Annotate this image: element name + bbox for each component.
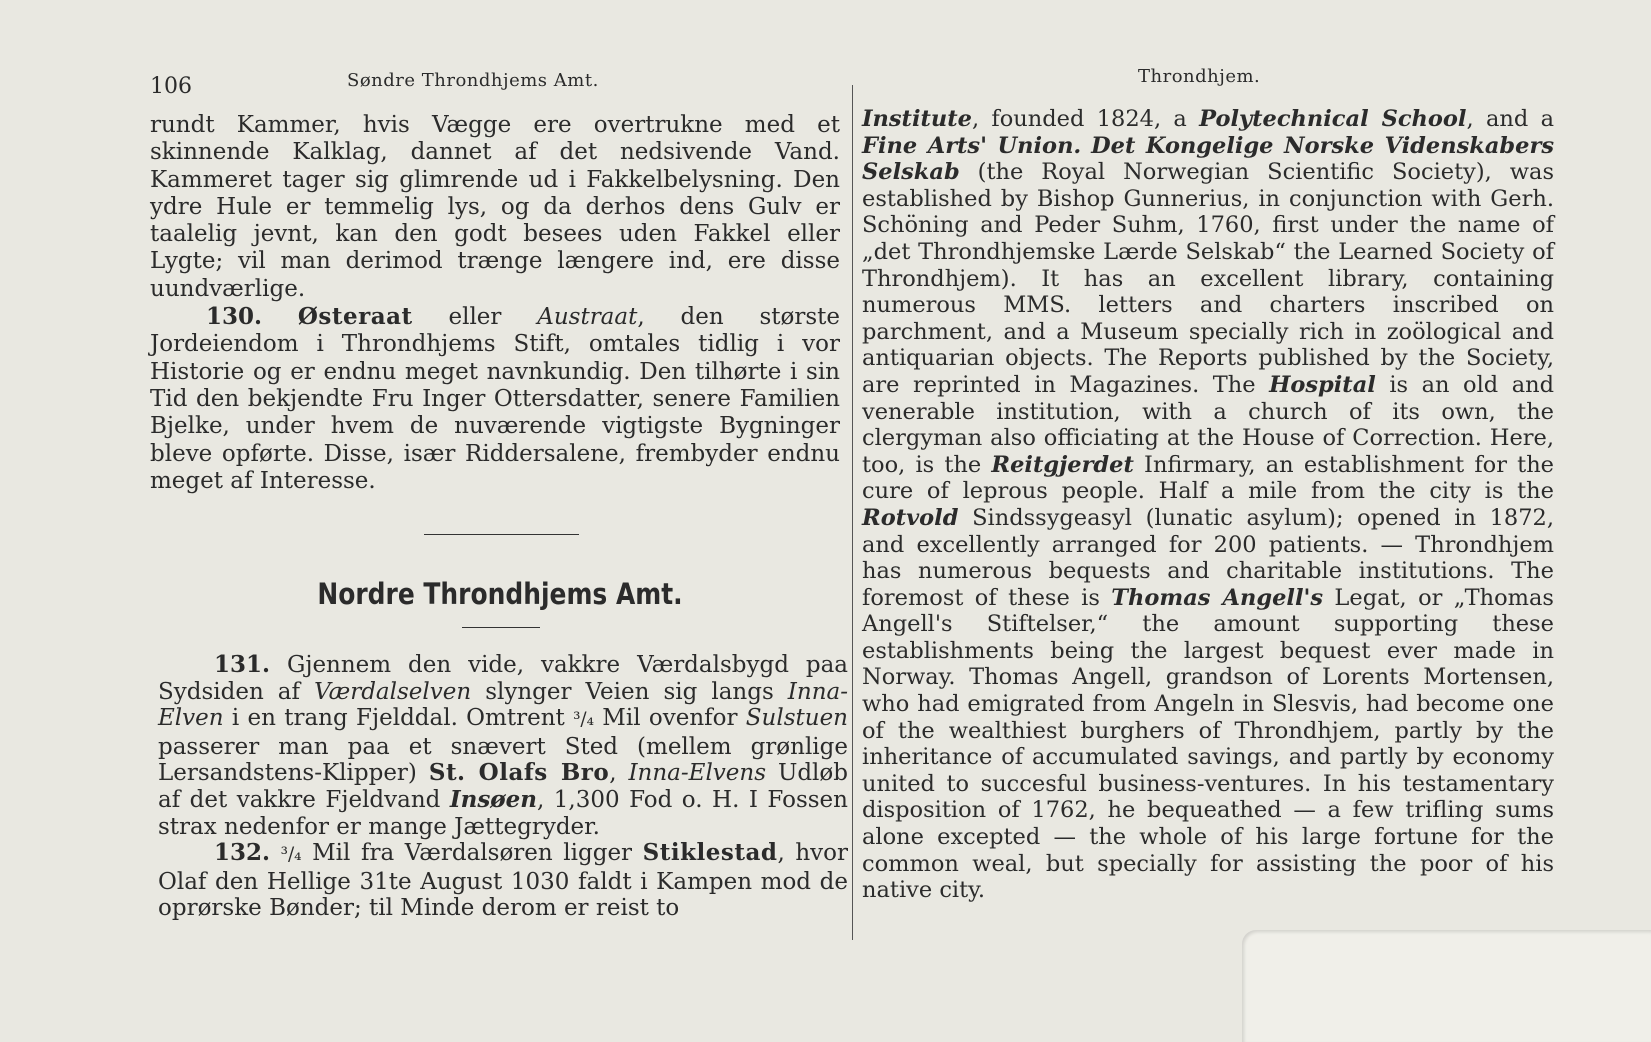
text: i en trang Fjelddal. Omtrent [223, 705, 574, 732]
text: passerer man paa et snævert Sted (mellem grønlige Lersandstens-Klipper) [158, 733, 848, 787]
entry-number: 132. [214, 839, 271, 867]
right-running-head: Throndhjem. [1138, 66, 1261, 87]
paragraph-continuation: rundt Kammer, hvis Vægge ere overtrukne med et skinnende Kalklag, dannet af det nedsivende Vand. Kammeret tager sig glimrende ud i Fakkelbelysning. Den ydre Hule er temmelig lys, og da derhos dens Gulv er taalelig jevnt, kan den godt besees uden Fakkel eller Lygte; vil man derimod trænge længere ind, ere disse uundværlige. [150, 112, 840, 302]
paragraph-132 [158, 840, 848, 922]
text: Gjennem den vide, vakkre Værdalsbygd paa Sydsiden af [158, 652, 848, 705]
text [1081, 133, 1091, 159]
bold-italic-text: Reitgjerdet [991, 451, 1134, 478]
bold-italic-text: Det Kongelige Norske Videnskabers Selskab [862, 132, 1554, 186]
paper-fold-shadow [1242, 930, 1651, 1042]
italic-text: Værdalselven [314, 678, 472, 705]
left-column-bottom [158, 652, 848, 922]
place-name-italic: Austraat [537, 304, 638, 331]
bold-italic-text: Thomas Angell's [1111, 584, 1324, 611]
place-name: Østeraat [297, 303, 413, 331]
entry-number: 131. [214, 651, 271, 678]
page-number: 106 [150, 74, 192, 99]
text: Infirmary, an establishment for the cure of leprous people. Half a mile from the city is the [862, 451, 1555, 505]
text: , hvor Olaf den Hellige 31te August 1030 faldt i Kampen mod de oprørske Bønder; til Minde derom er reist to [158, 840, 848, 922]
text: is an old and venerable institution, with a church of its own, the clergyman also officiating at the House of Correction. Here, too, is the [862, 371, 1555, 478]
text: eller [412, 304, 538, 331]
text: , [609, 760, 629, 787]
bold-italic-text: Institute [862, 106, 972, 132]
bold-italic-text: Polytechnical School [1199, 106, 1467, 132]
entry-number: 130. [206, 303, 263, 331]
fraction: ³/₄ [573, 709, 595, 731]
text: (the Royal Norwegian Scientific Society), was established by Bishop Gunnerius, in conjunction with Gerh. Schöning and Peder Suhm, 1760, first under the name of „det Throndhjemske Lærde Selskab“ the Learned Society of Throndhjem). It has an excellent library, containing numerous MMS. letters and charters inscribed on parchment, and a Museum specially rich in zoölogical and antiquarian objects. The Reports published by the Society, are reprinted in Magazines. The [862, 159, 1554, 398]
bold-italic-text: Insøen [449, 785, 537, 813]
bold-text: Stiklestad [642, 839, 778, 867]
section-heading: Nordre Throndhjems Amt. [317, 577, 683, 611]
separator-rule [424, 534, 579, 535]
bold-italic-text: Rotvold [862, 504, 959, 531]
left-running-head: Søndre Throndhjems Amt. [347, 70, 599, 91]
text: , den største Jordeiendom i Throndhjems Stift, omtales tidlig i vor Historie og er endnu meget navnkundig. Den tilhørte i sin Tid den bekjendte Fru Inger Ottersdatter, senere Familien Bjelke, under hvem de nuværende vigtigste Bygninger bleve opførte. Disse, især Riddersalene, frembyder endnu meget af Interesse. [150, 304, 840, 494]
bold-italic-text: Fine Arts' Union. [862, 132, 1082, 159]
column-divider [852, 85, 853, 940]
paragraph-throndhjem [862, 106, 1554, 904]
text: , and a [1466, 106, 1554, 132]
text: Sindssygeasyl (lunatic asylum); opened in 1872, and excellently arranged for 200 patients. — Throndhjem has numerous bequests and charitable institutions. The foremost of these is [862, 504, 1554, 611]
paragraph-130 [150, 303, 840, 495]
bold-text: St. Olafs Bro [428, 759, 610, 787]
text: Udløb af det vakkre Fjeldvand [158, 760, 848, 813]
text: , 1,300 Fod o. H. I Fossen strax nedenfor er mange Jættegryder. [158, 786, 848, 840]
text: Legat, or „Thomas Angell's Stiftelser,“ the amount supporting these establishments being the largest bequest ever made in Norway. Thomas Angell, grandson of Lorents Mortensen, who had emigrated from Angeln in Slesvis, had become one of the wealthiest burghers of Throndhjem, partly by the inheritance of accumulated savings, and partly by economy united to succesful business-ventures. In his testamentary disposition of 1762, he bequeathed — a few trifling sums alone excepted — the whole of his large fortune for the common weal, but specially for assisting the poor of his native city. [862, 584, 1554, 904]
italic-text: Inna-Elvens [628, 760, 767, 787]
fraction: ³/₄ [280, 844, 302, 866]
left-column-top [150, 112, 840, 495]
paragraph-131 [158, 652, 848, 840]
text: Mil fra Værdalsøren ligger [301, 840, 643, 867]
text: Mil ovenfor [594, 705, 746, 732]
heading-underline [462, 627, 540, 628]
text: slynger Veien sig langs [471, 678, 788, 705]
italic-text: Sulstuen [745, 705, 848, 732]
text: , founded 1824, a [971, 106, 1200, 132]
italic-text: Inna-Elven [158, 678, 848, 732]
right-column [862, 106, 1554, 904]
bold-italic-text: Hospital [1269, 371, 1376, 398]
